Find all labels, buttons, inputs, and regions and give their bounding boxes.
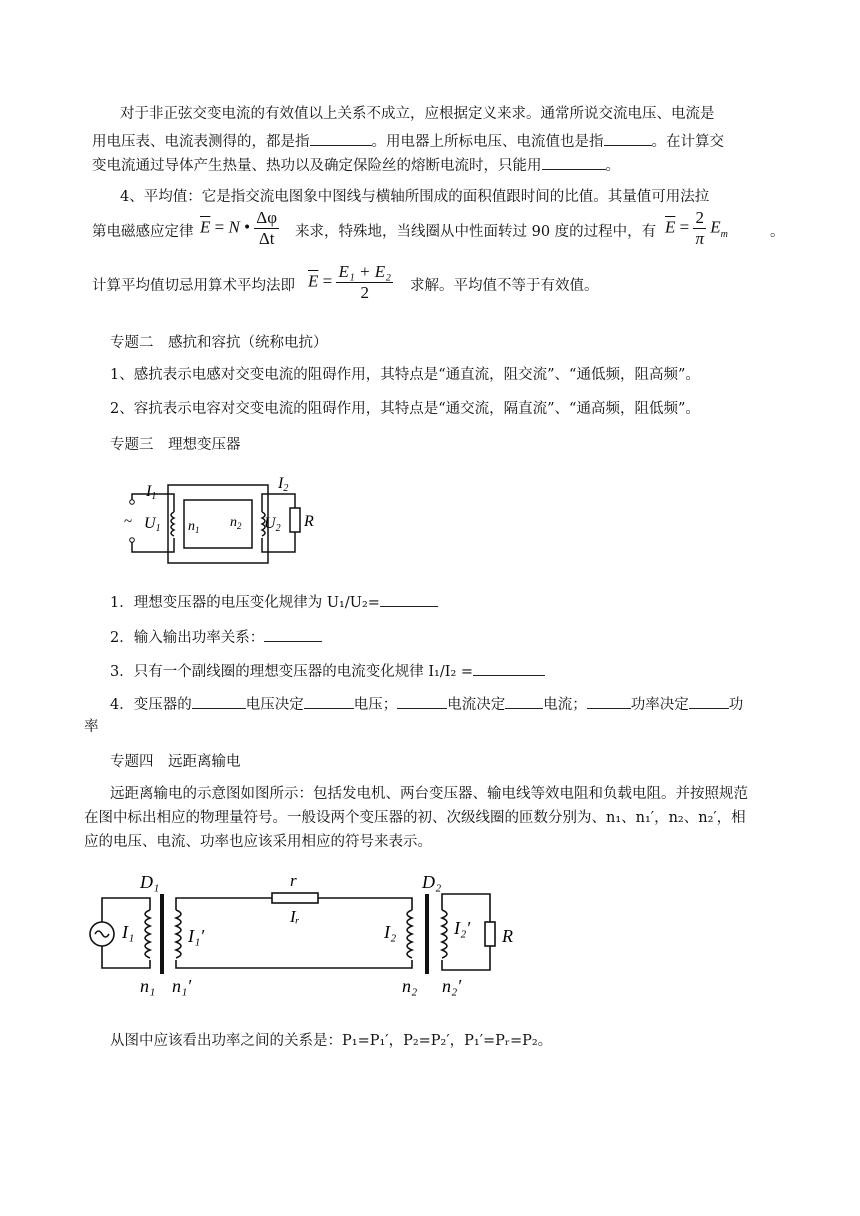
text-segment: 电压决定 <box>245 697 304 713</box>
text-segment: 2．输入输出功率关系： <box>110 630 265 646</box>
formula-symbol: N <box>228 217 240 237</box>
label-n1-prime: n₁′ <box>172 976 192 996</box>
topic4-para-line2: 在图中标出相应的物理量符号。一般设两个变压器的初、次级线圈的匝数分别为、n₁、n₁′，n₂、n₂′，相 <box>84 810 746 826</box>
text-segment: 变电流通过导体产生热量、热功以及确定保险丝的熔断电流时，只能用 <box>92 158 542 174</box>
fill-blank[interactable] <box>397 693 447 709</box>
formula-symbol: $\overline{E}$ <box>665 217 676 237</box>
label-n2: $n_2$ <box>230 515 242 531</box>
paragraph-effective-line2 <box>92 130 724 152</box>
power-transmission-diagram <box>82 866 532 1006</box>
transformer-diagram <box>118 470 318 570</box>
formula-symbol: = <box>679 217 690 237</box>
formula-symbol: • <box>244 217 251 237</box>
label-r: r <box>290 871 297 890</box>
formula-faraday <box>200 208 279 249</box>
fraction <box>336 262 393 303</box>
label-D1: D₁ <box>140 872 160 892</box>
average-line3-text-a: 计算平均值切忌用算术平均法即 <box>92 278 295 294</box>
topic3-question2 <box>110 626 322 648</box>
topic4-title: 专题四 远距离输电 <box>110 754 241 770</box>
topic3-title: 专题三 理想变压器 <box>110 437 241 453</box>
text-segment: 功率决定 <box>630 697 689 713</box>
label-n2-prime: n₂′ <box>442 976 462 996</box>
label-I1-prime: I₁′ <box>188 926 205 946</box>
topic2-point1: 1、感抗表示电感对交变电流的阻碍作用，其特点是“通直流，阻交流”、“通低频，阻高频”。 <box>110 367 700 383</box>
formula-symbol: = <box>214 217 225 237</box>
topic2-point2: 2、容抗表示电容对交变电流的阻碍作用，其特点是“通交流，隔直流”、“通高频，阻低频”。 <box>110 401 700 417</box>
label-R: R <box>502 926 513 946</box>
fill-blank[interactable] <box>473 660 545 676</box>
label-n1: $n_1$ <box>188 519 200 535</box>
label-R: R <box>304 513 314 530</box>
topic4-conclusion: 从图中应该看出功率之间的关系是：P₁=P₁′，P₂=P₂′，P₁′=Pᵣ=P₂。 <box>110 1033 553 1049</box>
topic3-question1 <box>110 591 438 613</box>
text-segment: 。 <box>605 158 620 174</box>
topic4-para-line1: 远距离输电的示意图如图所示：包括发电机、两台变压器、输电线等效电阻和负载电阻。并按照规范 <box>110 786 748 802</box>
fill-blank[interactable] <box>587 693 631 709</box>
label-n2: n₂ <box>402 976 418 996</box>
text-segment: 电压； <box>353 697 398 713</box>
label-D2: D₂ <box>422 872 442 892</box>
fraction-numerator: 2 <box>695 208 704 227</box>
average-line2-text-b: 来求，特殊地，当线圈从中性面转过 90 度的过程中，有 <box>295 224 657 240</box>
text-segment: 。用电器上所标电压、电流值也是指 <box>371 134 604 150</box>
label-U2: U2 <box>264 515 281 534</box>
text-segment: 电流； <box>543 697 587 713</box>
formula-subscript: m <box>720 228 728 240</box>
fraction-denominator: Δt <box>254 228 279 249</box>
ac-source-symbol: ~ <box>124 514 133 530</box>
fill-blank[interactable] <box>689 693 729 709</box>
label-I1: I₁ <box>122 922 135 942</box>
fill-blank[interactable] <box>380 591 438 607</box>
average-line2-text-a: 第电磁感应定律 <box>92 224 194 240</box>
formula-special <box>665 208 728 249</box>
topic3-question3 <box>110 660 545 682</box>
fill-blank[interactable] <box>604 130 652 146</box>
topic3-question4 <box>110 693 743 715</box>
label-I2: I2 <box>278 475 289 494</box>
topic4-para-line3: 应的电压、电流、功率也应该采用相应的符号来表示。 <box>84 834 432 850</box>
fill-blank[interactable] <box>264 626 322 642</box>
label-Ir: Iᵣ <box>290 907 300 926</box>
text-segment: 用电压表、电流表测得的，都是指 <box>92 134 310 150</box>
label-I2: I₂ <box>384 922 397 942</box>
average-line3-text-b: 求解。平均值不等于有效值。 <box>410 278 599 294</box>
paragraph-effective-line3 <box>92 154 620 176</box>
label-I1: I1 <box>146 483 157 502</box>
fill-blank[interactable] <box>192 693 246 709</box>
text-segment: 电流决定 <box>447 697 506 713</box>
paragraph-effective-line1: 对于非正弦交变电流的有效值以上关系不成立，应根据定义来求。通常所说交流电压、电流是 <box>120 106 715 122</box>
fill-blank[interactable] <box>304 693 354 709</box>
fill-blank[interactable] <box>542 154 606 170</box>
formula-symbol: = <box>322 271 333 291</box>
fill-blank[interactable] <box>505 693 543 709</box>
fraction-denominator: 2 <box>336 282 393 303</box>
fill-blank[interactable] <box>310 130 372 146</box>
label-U1: U1 <box>144 515 161 534</box>
average-line1: 4、平均值：它是指交流电图象中图线与横轴所围成的面积值跟时间的比值。其量值可用法拉 <box>120 189 710 205</box>
label-I2-prime: I₂′ <box>454 918 471 938</box>
formula-symbol: E <box>710 217 721 237</box>
fraction <box>254 208 279 249</box>
average-line2-text-c: 。 <box>770 224 785 240</box>
fraction-numerator: Δφ <box>256 208 278 227</box>
formula-symbol: $\overline{E}$ <box>200 217 211 237</box>
formula-arithmetic <box>308 262 393 303</box>
text-segment: 3．只有一个副线圈的理想变压器的电流变化规律 I₁/I₂ = <box>110 664 474 680</box>
text-segment: 4．变压器的 <box>110 697 192 713</box>
fraction-denominator: π <box>695 229 705 248</box>
fraction-numerator: E₁ + E₂ <box>338 262 392 281</box>
topic3-question4-wrap: 率 <box>84 719 99 735</box>
text-segment: 1．理想变压器的电压变化规律为 U₁/U₂= <box>110 595 380 611</box>
fraction <box>693 208 706 249</box>
label-n1: n₁ <box>140 976 156 996</box>
topic2-title: 专题二 感抗和容抗（统称电抗） <box>110 335 328 351</box>
text-segment: 功 <box>728 697 744 713</box>
formula-symbol: $\overline{E}$ <box>308 271 319 291</box>
text-segment: 。在计算交 <box>651 134 724 150</box>
